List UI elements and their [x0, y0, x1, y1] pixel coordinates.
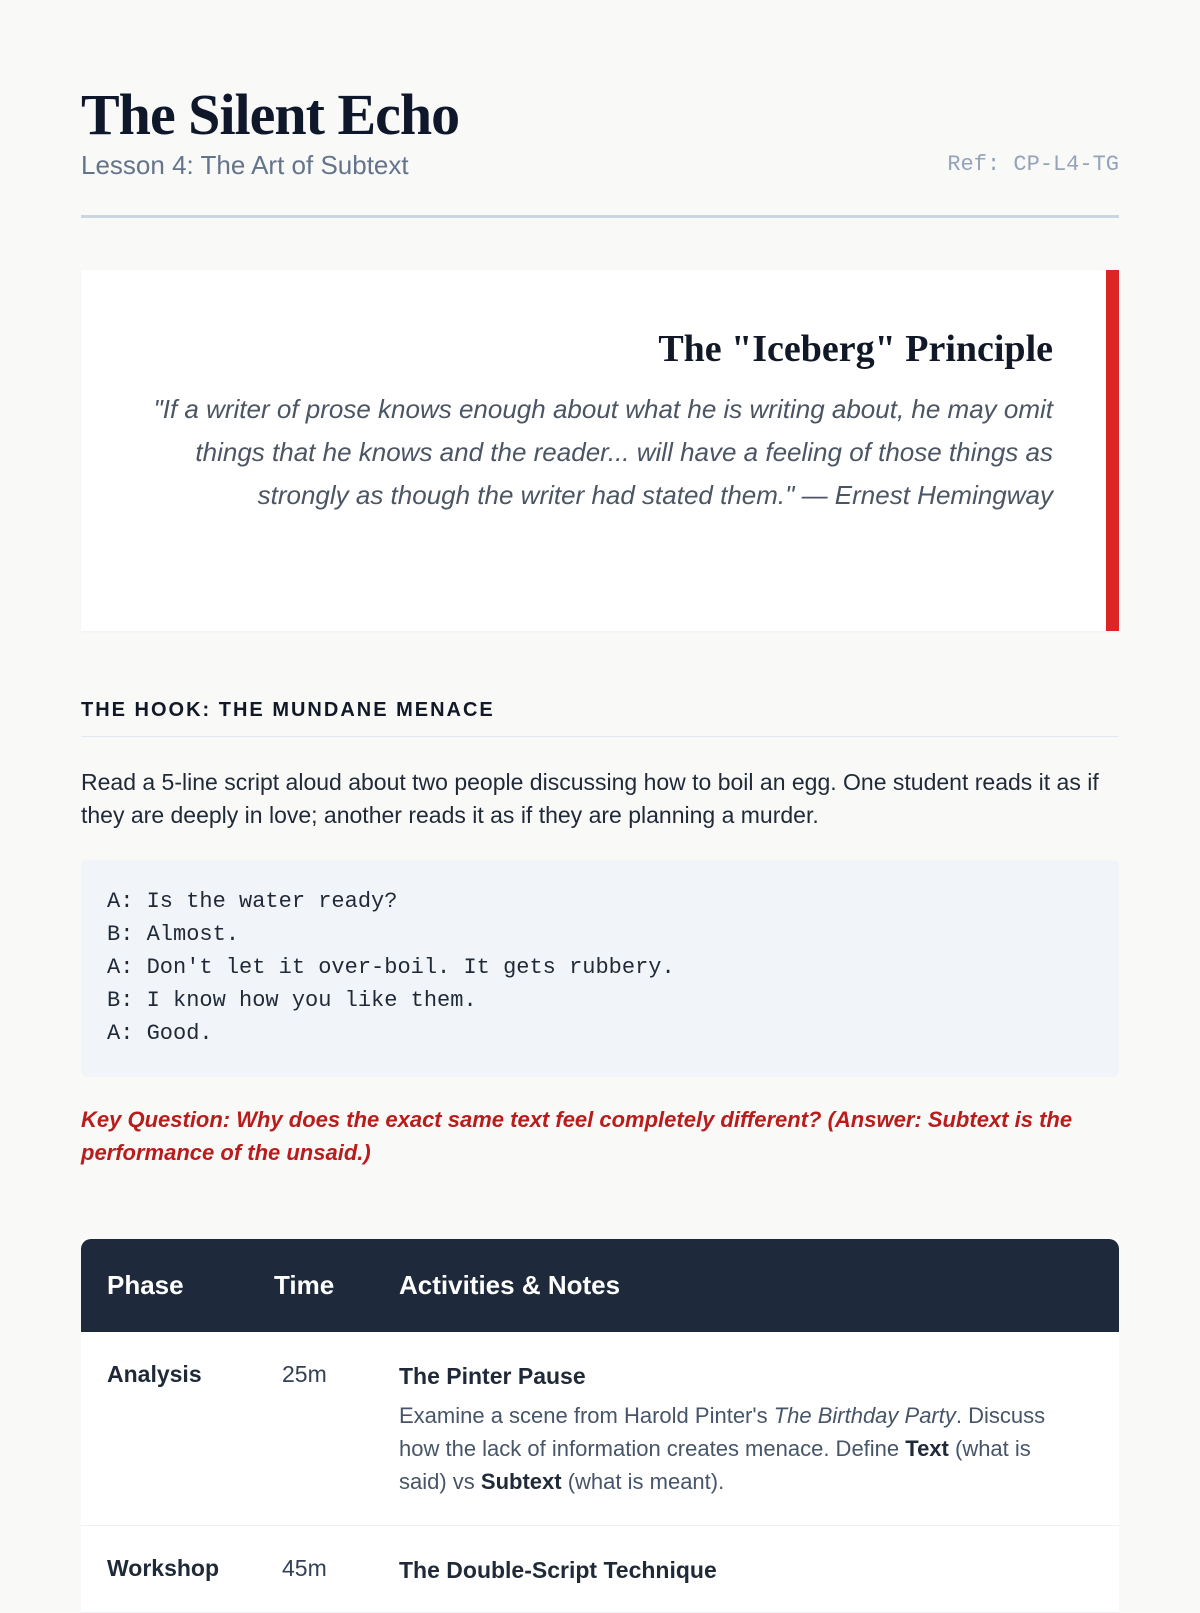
- activity-title: The Double-Script Technique: [399, 1557, 717, 1583]
- column-header-phase: Phase: [107, 1270, 184, 1300]
- script-line: B: Almost.: [107, 922, 240, 947]
- desc-text: Examine a scene from Harold Pinter's: [399, 1403, 774, 1428]
- activity-description: [399, 1399, 1079, 1498]
- lesson-subtitle: Lesson 4: The Art of Subtext: [81, 150, 409, 180]
- term-subtext: Subtext: [480, 1469, 562, 1494]
- phase-cell: Workshop: [81, 1526, 248, 1613]
- egg-script-block: [81, 860, 1119, 1077]
- principle-title: The "Iceberg" Principle: [658, 328, 1053, 370]
- hemingway-quote: "If a writer of prose knows enough about what he is writing about, he may omit things that he knows and the reader... will have a feeling of those things as strongly as though the writer had stated them." — Ernest Hemingway: [153, 394, 1053, 510]
- work-title: The Birthday Party: [773, 1403, 956, 1428]
- time-cell: 45m: [248, 1526, 373, 1613]
- desc-text: (what is meant).: [561, 1469, 725, 1494]
- activity-title: The Pinter Pause: [399, 1363, 586, 1389]
- hook-description: Read a 5-line script aloud about two people discussing how to boil an egg. One student reads it as if they are deeply in love; another reads it as if they are planning a murder.: [81, 769, 1099, 828]
- hook-heading: THE HOOK: THE MUNDANE MENACE: [81, 699, 1119, 737]
- table-header-row: [81, 1239, 1119, 1332]
- time-cell: 25m: [248, 1332, 373, 1526]
- page-title: The Silent Echo: [81, 82, 460, 147]
- column-header-time: Time: [274, 1270, 335, 1300]
- script-line: B: I know how you like them.: [107, 988, 477, 1013]
- column-header-activities: Activities & Notes: [399, 1270, 621, 1300]
- activity-cell: [373, 1332, 1119, 1526]
- activity-cell: [373, 1526, 1119, 1613]
- iceberg-principle-card: [81, 270, 1119, 631]
- script-line: A: Don't let it over-boil. It gets rubbery.: [107, 955, 675, 980]
- lesson-plan-table: [81, 1239, 1119, 1613]
- page-header: [81, 0, 1119, 218]
- term-text: Text: [905, 1436, 949, 1461]
- key-question: Key Question: Why does the exact same text feel completely different? (Answer: Subtext is the performance of the unsaid.): [81, 1107, 1073, 1165]
- desc-text: . Discuss how the lack of information creates menace. Define: [399, 1403, 1046, 1461]
- reference-code: Ref: CP-L4-TG: [947, 152, 1119, 177]
- table-row: [81, 1526, 1119, 1613]
- desc-text: (what is said) vs: [399, 1436, 1031, 1494]
- script-line: A: Good.: [107, 1021, 213, 1046]
- script-line: A: Is the water ready?: [107, 889, 398, 914]
- phase-cell: Analysis: [81, 1332, 248, 1526]
- table-row: [81, 1332, 1119, 1526]
